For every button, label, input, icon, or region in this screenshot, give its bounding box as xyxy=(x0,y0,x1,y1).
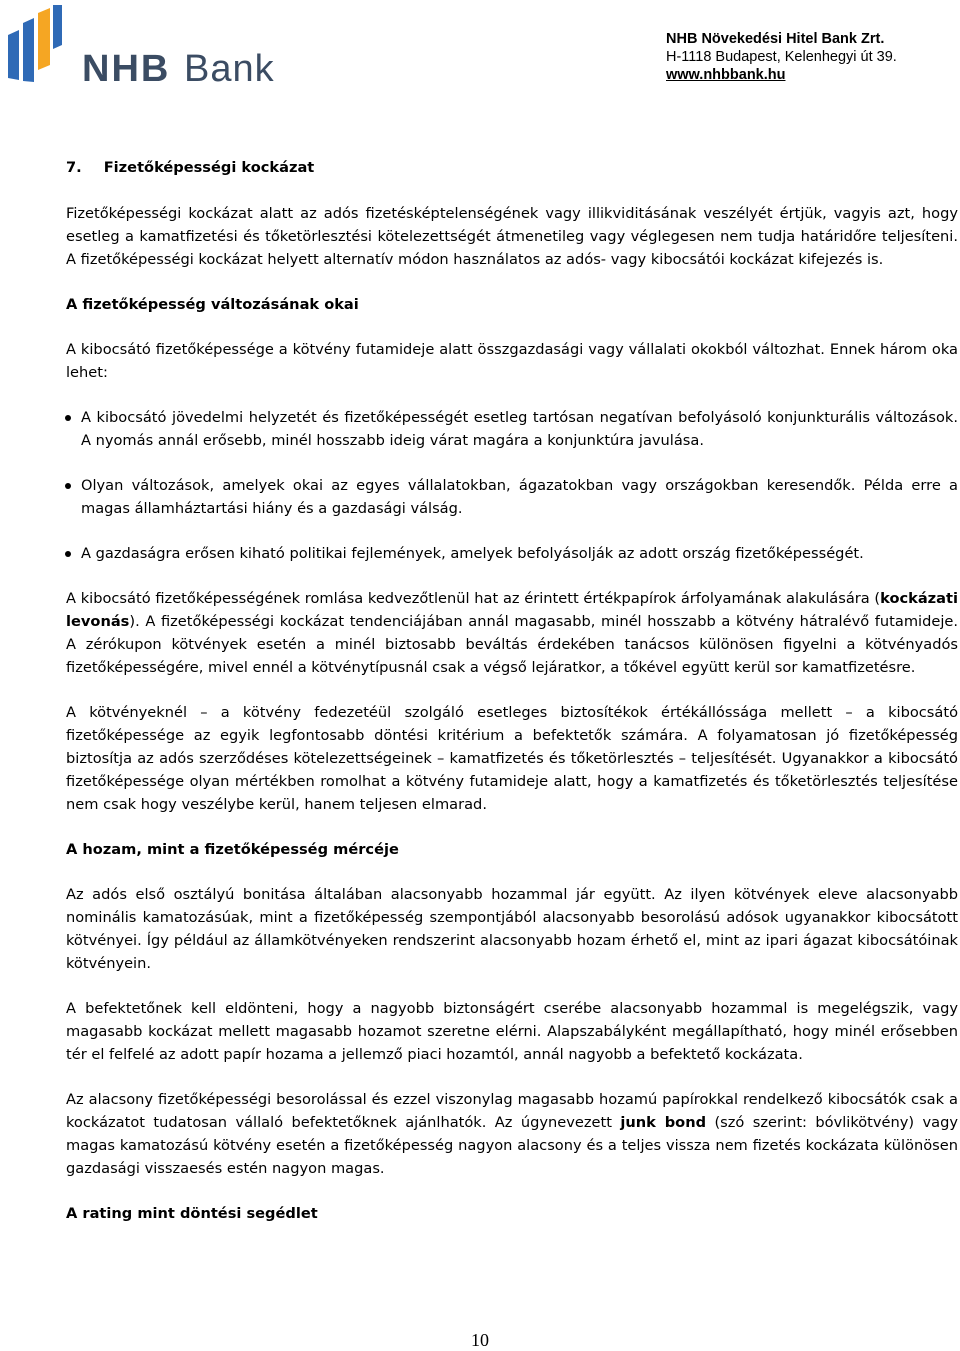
causes-list xyxy=(66,406,958,565)
subheading-causes: A fizetőképesség változásának okai xyxy=(66,296,359,313)
company-address: H-1118 Budapest, Kelenhegyi út 39. xyxy=(666,49,897,65)
paragraph-deterioration: A kibocsátó fizetőképességének romlása kedvezőtlenül hat az érintett értékpapírok árfolyamának alakulására (kockázati levonás). A fizetőképességi kockázat tendenciájában annál magasabb, minél hosszabb a kötvény hátralévő futamideje. A zérókupon kötvények esetén a minél biztosabb beváltás érdekében tanácsos különösen figyelni a kötvényadós fizetőképességére, mivel ennél a kötvénytípusnál csak a végső lejáratkor, a tőkével együtt kerül sor kamatfizetésre. xyxy=(66,590,958,676)
paragraph-definition: Fizetőképességi kockázat alatt az adós fizetésképtelenségének vagy illikviditásának veszélyét értjük, vagyis azt, hogy esetleg a kamatfizetési és tőketörlesztési kötelezettségét átmenetileg vagy véglegesen nem tudja határidőre teljesíteni. A fizetőképességi kockázat helyett alternatív módon használatos az adós- vagy kibocsátói kockázat kifejezés is. xyxy=(66,205,958,268)
section-number: 7. xyxy=(66,159,82,176)
list-item-text: A kibocsátó jövedelmi helyzetét és fizetőképességét esetleg tartósan negatívan befolyásoló konjunkturális változások. A nyomás annál erősebb, minél hosszabb ideig várat magára a konjunktúra javulása. xyxy=(81,409,958,449)
paragraph-junk-bond: Az alacsony fizetőképességi besorolással és ezzel viszonylag magasabb hozamú papírokkal rendelkező kibocsátók csak a kockázatot tudatosan vállaló befektetőknek ajánlhatók. Az úgynevezett junk bond (szó szerint: bóvlikötvény) vagy magas kamatozású kötvény esetén a fizetőképesség nagyon alacsony és a teljes vissza nem fizetés kockázata különösen gazdasági visszaesés estén nagyon magas. xyxy=(66,1091,958,1177)
list-item-text: Olyan változások, amelyek okai az egyes vállalatokban, ágazatokban vagy országokban keresendők. Példa erre a magas államháztartási hiány és a gazdasági válság. xyxy=(81,477,958,517)
bold-term-risk-deduction: kockázati levonás xyxy=(66,590,958,630)
svg-text:Bank: Bank xyxy=(184,48,275,85)
subheading-rating: A rating mint döntési segédlet xyxy=(66,1205,318,1222)
paragraph-yield: Az adós első osztályú bonitása általában alacsonyabb hozammal jár együtt. Az ilyen kötvények eleve alacsonyabb nominális kamatozásúak, mint a fizetőképesség szempontjából alacsonyabb besorolású adósok ugyanakkor kibocsátott kötvényei. Így például az államkötvényeken rendszerint alacsonyabb hozam érhető el, mint az ipari ágazat kibocsátóinak kötvényein. xyxy=(66,886,958,972)
page-number: 10 xyxy=(471,1330,489,1350)
list-item-text: A gazdaságra erősen kiható politikai fejlemények, amelyek befolyásolják az adott ország fizetőképességét. xyxy=(81,545,864,562)
paragraph-investor-choice: A befektetőnek kell eldönteni, hogy a nagyobb biztonságért cserébe alacsonyabb hozammal is megelégszik, vagy magasabb kockázat mellett magasabb hozamot szeretne elérni. Alapszabályként megállapítható, hogy minél erősebben tér el felfelé az adott papír hozama a jellemző piaci hozamtól, annál nagyobb a befektető kockázata. xyxy=(66,1000,958,1063)
bold-term-junk-bond: junk bond xyxy=(620,1114,707,1131)
bullet-icon xyxy=(65,415,71,421)
bullet-icon xyxy=(65,551,71,557)
company-info xyxy=(666,30,897,84)
list-item xyxy=(66,406,958,452)
bullet-icon xyxy=(65,483,71,489)
section-heading xyxy=(66,156,958,179)
subheading-yield: A hozam, mint a fizetőképesség mércéje xyxy=(66,841,399,858)
nhb-bank-logo xyxy=(6,5,286,85)
company-name: NHB Növekedési Hitel Bank Zrt. xyxy=(666,31,885,47)
svg-text:NHB: NHB xyxy=(82,48,171,85)
paragraph-bonds: A kötvényeknél – a kötvény fedezetéül szolgáló esetleges biztosítékok értékállóssága mellett – a kibocsátó fizetőképessége az egyik legfontosabb döntési kritérium a befektetők számára. A folyamatosan jó fizetőképesség biztosítja az adós szerződéses kötelezettségeinek – kamatfizetés és tőketörlesztés – teljesítését. Ugyanakkor a kibocsátó fizetőképessége olyan mértékben romolhat a kötvény futamideje alatt, hogy a kamatfizetés és tőketörlesztés teljesítése nem csak hogy veszélybe kerül, hanem teljesen elmarad. xyxy=(66,704,958,813)
company-url-link[interactable]: www.nhbbank.hu xyxy=(666,67,786,83)
list-item xyxy=(66,474,958,520)
section-title: Fizetőképességi kockázat xyxy=(103,159,315,176)
paragraph-causes-intro: A kibocsátó fizetőképessége a kötvény futamideje alatt összgazdasági vagy vállalati okokból változhat. Ennek három oka lehet: xyxy=(66,341,958,381)
document-body xyxy=(66,156,958,1247)
list-item xyxy=(66,542,958,565)
